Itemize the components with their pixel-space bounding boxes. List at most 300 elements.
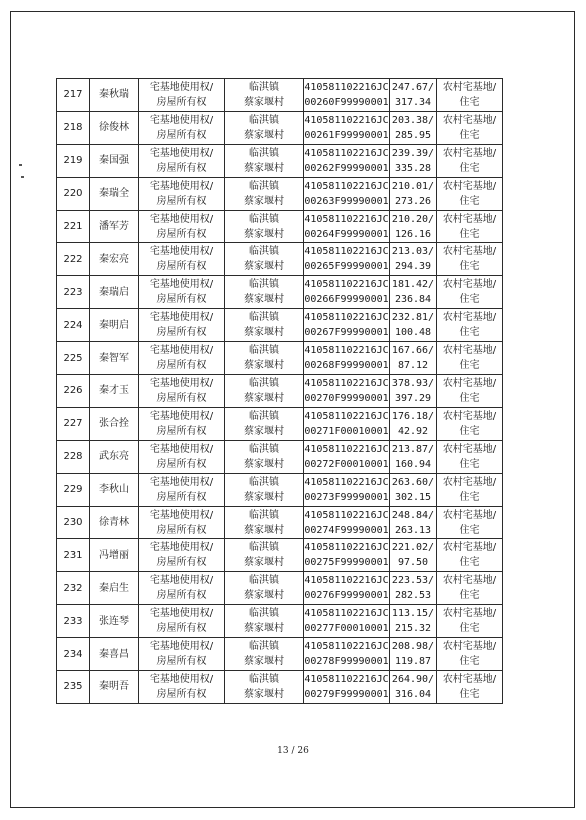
land-use-line: 住宅 [459, 261, 480, 273]
area-line: 282.53 [394, 590, 432, 602]
right-type-line: 房屋所有权 [156, 688, 207, 700]
area-cell [390, 111, 437, 144]
right-type-cell [139, 177, 225, 210]
location-line: 临淇镇 [249, 410, 279, 422]
location-cell [225, 342, 304, 375]
area-cell [390, 144, 437, 177]
parcel-code-line: 410581102216JC [304, 509, 389, 521]
area-line: 210.01/ [391, 180, 435, 192]
area-line: 210.20/ [391, 213, 435, 225]
area-cell [390, 671, 437, 704]
parcel-code-cell [304, 440, 390, 473]
location-line: 蔡家堰村 [244, 491, 284, 503]
owner-name-cell: 秦瑞全 [90, 177, 139, 210]
table-row [57, 440, 503, 473]
right-type-line: 宅基地使用权/ [149, 279, 214, 291]
parcel-code-line: 00260F99990001 [304, 96, 389, 108]
land-use-cell [437, 473, 503, 506]
area-line: 208.98/ [391, 641, 435, 653]
row-number-cell: 219 [57, 144, 90, 177]
land-use-cell [437, 111, 503, 144]
land-use-line: 农村宅基地/ [442, 246, 497, 258]
location-line: 蔡家堰村 [244, 360, 284, 372]
location-cell [225, 506, 304, 539]
parcel-code-line: 00261F99990001 [304, 129, 389, 141]
right-type-line: 房屋所有权 [156, 557, 207, 569]
row-number-cell: 232 [57, 572, 90, 605]
right-type-line: 宅基地使用权/ [149, 377, 214, 389]
area-line: 42.92 [397, 425, 429, 437]
right-type-cell [139, 473, 225, 506]
parcel-code-line: 00276F99990001 [304, 590, 389, 602]
right-type-line: 房屋所有权 [156, 425, 207, 437]
land-use-line: 住宅 [459, 458, 480, 470]
right-type-line: 房屋所有权 [156, 261, 207, 273]
location-line: 临淇镇 [249, 608, 279, 620]
area-line: 263.60/ [391, 476, 435, 488]
owner-name-cell: 张合拴 [90, 407, 139, 440]
parcel-code-line: 410581102216JC [304, 180, 389, 192]
row-number-cell: 217 [57, 79, 90, 112]
right-type-cell [139, 342, 225, 375]
parcel-code-line: 410581102216JC [304, 673, 389, 685]
location-line: 临淇镇 [249, 476, 279, 488]
parcel-code-line: 410581102216JC [304, 443, 389, 455]
land-use-line: 农村宅基地/ [442, 443, 497, 455]
area-line: 294.39 [394, 261, 432, 273]
table-row [57, 210, 503, 243]
table-row [57, 638, 503, 671]
area-cell [390, 605, 437, 638]
owner-name-cell: 秦明吾 [90, 671, 139, 704]
location-cell [225, 144, 304, 177]
location-cell [225, 243, 304, 276]
right-type-line: 房屋所有权 [156, 623, 207, 635]
right-type-line: 宅基地使用权/ [149, 410, 214, 422]
row-number-cell: 224 [57, 309, 90, 342]
location-cell [225, 79, 304, 112]
area-line: 213.03/ [391, 246, 435, 258]
location-line: 临淇镇 [249, 81, 279, 93]
area-line: 264.90/ [391, 673, 435, 685]
row-number-cell: 222 [57, 243, 90, 276]
area-line: 176.18/ [391, 410, 435, 422]
area-line: 232.81/ [391, 312, 435, 324]
row-number-cell: 229 [57, 473, 90, 506]
area-line: 87.12 [397, 360, 429, 372]
land-use-cell [437, 177, 503, 210]
land-use-cell [437, 572, 503, 605]
right-type-line: 房屋所有权 [156, 392, 207, 404]
parcel-code-cell [304, 572, 390, 605]
area-line: 113.15/ [391, 608, 435, 620]
location-cell [225, 210, 304, 243]
parcel-code-cell [304, 79, 390, 112]
parcel-code-line: 00279F99990001 [304, 688, 389, 700]
land-use-line: 住宅 [459, 195, 480, 207]
row-number-cell: 230 [57, 506, 90, 539]
land-use-line: 住宅 [459, 590, 480, 602]
parcel-code-line: 00278F99990001 [304, 656, 389, 668]
row-number-cell: 227 [57, 407, 90, 440]
area-cell [390, 309, 437, 342]
area-line: 213.87/ [391, 443, 435, 455]
right-type-cell [139, 79, 225, 112]
table-row [57, 243, 503, 276]
right-type-line: 宅基地使用权/ [149, 542, 214, 554]
location-cell [225, 111, 304, 144]
area-line: 119.87 [394, 656, 432, 668]
area-line: 203.38/ [391, 114, 435, 126]
right-type-line: 房屋所有权 [156, 360, 207, 372]
parcel-code-cell [304, 111, 390, 144]
location-line: 临淇镇 [249, 345, 279, 357]
right-type-line: 宅基地使用权/ [149, 213, 214, 225]
area-line: 160.94 [394, 458, 432, 470]
owner-name-cell: 李秋山 [90, 473, 139, 506]
location-line: 临淇镇 [249, 279, 279, 291]
land-use-line: 住宅 [459, 557, 480, 569]
land-use-line: 住宅 [459, 425, 480, 437]
land-use-line: 住宅 [459, 96, 480, 108]
location-cell [225, 375, 304, 408]
land-use-line: 住宅 [459, 162, 480, 174]
location-line: 临淇镇 [249, 213, 279, 225]
area-line: 248.84/ [391, 509, 435, 521]
table-row [57, 671, 503, 704]
owner-name-cell: 秦国强 [90, 144, 139, 177]
right-type-line: 宅基地使用权/ [149, 641, 214, 653]
table-row [57, 342, 503, 375]
area-line: 316.04 [394, 688, 432, 700]
location-line: 临淇镇 [249, 443, 279, 455]
right-type-line: 房屋所有权 [156, 524, 207, 536]
right-type-line: 房屋所有权 [156, 327, 207, 339]
table-row [57, 572, 503, 605]
land-use-line: 农村宅基地/ [442, 542, 497, 554]
land-use-line: 住宅 [459, 524, 480, 536]
row-number-cell: 228 [57, 440, 90, 473]
location-cell [225, 539, 304, 572]
location-line: 蔡家堰村 [244, 162, 284, 174]
parcel-code-cell [304, 177, 390, 210]
parcel-code-cell [304, 473, 390, 506]
right-type-line: 房屋所有权 [156, 294, 207, 306]
registration-table [56, 78, 503, 704]
right-type-line: 房屋所有权 [156, 590, 207, 602]
row-number-cell: 223 [57, 276, 90, 309]
area-line: 378.93/ [391, 377, 435, 389]
parcel-code-line: 410581102216JC [304, 476, 389, 488]
area-line: 223.53/ [391, 575, 435, 587]
land-use-line: 住宅 [459, 491, 480, 503]
right-type-cell [139, 111, 225, 144]
location-cell [225, 671, 304, 704]
location-line: 临淇镇 [249, 575, 279, 587]
location-line: 蔡家堰村 [244, 392, 284, 404]
parcel-code-line: 410581102216JC [304, 377, 389, 389]
area-cell [390, 473, 437, 506]
area-line: 126.16 [394, 228, 432, 240]
right-type-line: 宅基地使用权/ [149, 575, 214, 587]
right-type-line: 房屋所有权 [156, 656, 207, 668]
location-line: 蔡家堰村 [244, 458, 284, 470]
row-number-cell: 235 [57, 671, 90, 704]
land-use-line: 住宅 [459, 360, 480, 372]
owner-name-cell: 秦智军 [90, 342, 139, 375]
location-cell [225, 440, 304, 473]
parcel-code-line: 00268F99990001 [304, 360, 389, 372]
right-type-line: 宅基地使用权/ [149, 345, 214, 357]
right-type-line: 房屋所有权 [156, 162, 207, 174]
right-type-cell [139, 210, 225, 243]
right-type-cell [139, 243, 225, 276]
parcel-code-line: 410581102216JC [304, 641, 389, 653]
land-use-line: 农村宅基地/ [442, 641, 497, 653]
right-type-line: 宅基地使用权/ [149, 673, 214, 685]
land-use-line: 住宅 [459, 392, 480, 404]
land-use-line: 住宅 [459, 656, 480, 668]
parcel-code-line: 00270F99990001 [304, 392, 389, 404]
land-use-line: 农村宅基地/ [442, 114, 497, 126]
row-number-cell: 233 [57, 605, 90, 638]
location-line: 临淇镇 [249, 180, 279, 192]
table-row [57, 375, 503, 408]
land-use-line: 住宅 [459, 129, 480, 141]
location-cell [225, 407, 304, 440]
table-row [57, 111, 503, 144]
parcel-code-cell [304, 342, 390, 375]
parcel-code-cell [304, 539, 390, 572]
parcel-code-line: 410581102216JC [304, 575, 389, 587]
row-number-cell: 234 [57, 638, 90, 671]
owner-name-cell: 秦秋瑞 [90, 79, 139, 112]
scan-speck [21, 176, 24, 178]
right-type-line: 宅基地使用权/ [149, 443, 214, 455]
right-type-line: 宅基地使用权/ [149, 81, 214, 93]
right-type-cell [139, 309, 225, 342]
table-row [57, 309, 503, 342]
location-cell [225, 309, 304, 342]
right-type-cell [139, 440, 225, 473]
right-type-line: 房屋所有权 [156, 96, 207, 108]
parcel-code-cell [304, 375, 390, 408]
right-type-cell [139, 572, 225, 605]
row-number-cell: 225 [57, 342, 90, 375]
land-use-line: 农村宅基地/ [442, 673, 497, 685]
parcel-code-line: 410581102216JC [304, 608, 389, 620]
land-use-line: 农村宅基地/ [442, 279, 497, 291]
right-type-line: 宅基地使用权/ [149, 180, 214, 192]
area-cell [390, 342, 437, 375]
area-line: 302.15 [394, 491, 432, 503]
right-type-cell [139, 605, 225, 638]
location-line: 蔡家堰村 [244, 294, 284, 306]
right-type-cell [139, 671, 225, 704]
area-cell [390, 375, 437, 408]
table-row [57, 276, 503, 309]
location-cell [225, 638, 304, 671]
location-line: 蔡家堰村 [244, 195, 284, 207]
parcel-code-line: 00275F99990001 [304, 557, 389, 569]
registration-table-body [57, 79, 503, 704]
parcel-code-cell [304, 506, 390, 539]
parcel-code-line: 410581102216JC [304, 81, 389, 93]
location-line: 蔡家堰村 [244, 425, 284, 437]
parcel-code-cell [304, 605, 390, 638]
land-use-line: 农村宅基地/ [442, 377, 497, 389]
location-line: 蔡家堰村 [244, 524, 284, 536]
location-line: 蔡家堰村 [244, 590, 284, 602]
owner-name-cell: 冯增丽 [90, 539, 139, 572]
land-use-line: 农村宅基地/ [442, 410, 497, 422]
parcel-code-line: 410581102216JC [304, 410, 389, 422]
right-type-line: 房屋所有权 [156, 228, 207, 240]
area-cell [390, 243, 437, 276]
area-line: 335.28 [394, 162, 432, 174]
area-cell [390, 506, 437, 539]
land-use-line: 农村宅基地/ [442, 180, 497, 192]
owner-name-cell: 秦宏亮 [90, 243, 139, 276]
land-use-line: 农村宅基地/ [442, 575, 497, 587]
area-line: 236.84 [394, 294, 432, 306]
owner-name-cell: 徐俊林 [90, 111, 139, 144]
table-row [57, 144, 503, 177]
land-use-line: 农村宅基地/ [442, 608, 497, 620]
table-row [57, 177, 503, 210]
parcel-code-cell [304, 243, 390, 276]
area-cell [390, 79, 437, 112]
right-type-line: 宅基地使用权/ [149, 114, 214, 126]
parcel-code-line: 00273F99990001 [304, 491, 389, 503]
location-line: 蔡家堰村 [244, 261, 284, 273]
owner-name-cell: 秦瑞启 [90, 276, 139, 309]
location-line: 蔡家堰村 [244, 623, 284, 635]
area-cell [390, 440, 437, 473]
land-use-cell [437, 342, 503, 375]
land-use-line: 农村宅基地/ [442, 312, 497, 324]
right-type-cell [139, 375, 225, 408]
location-line: 蔡家堰村 [244, 129, 284, 141]
right-type-line: 宅基地使用权/ [149, 476, 214, 488]
parcel-code-line: 410581102216JC [304, 114, 389, 126]
owner-name-cell: 秦喜昌 [90, 638, 139, 671]
row-number-cell: 218 [57, 111, 90, 144]
table-row [57, 605, 503, 638]
area-cell [390, 210, 437, 243]
parcel-code-cell [304, 309, 390, 342]
location-line: 蔡家堰村 [244, 96, 284, 108]
right-type-line: 房屋所有权 [156, 129, 207, 141]
location-line: 临淇镇 [249, 641, 279, 653]
right-type-line: 宅基地使用权/ [149, 246, 214, 258]
owner-name-cell: 秦才玉 [90, 375, 139, 408]
location-cell [225, 177, 304, 210]
area-cell [390, 407, 437, 440]
parcel-code-line: 00271F00010001 [304, 425, 389, 437]
parcel-code-cell [304, 276, 390, 309]
parcel-code-line: 410581102216JC [304, 147, 389, 159]
row-number-cell: 221 [57, 210, 90, 243]
parcel-code-line: 00272F00010001 [304, 458, 389, 470]
location-cell [225, 473, 304, 506]
area-line: 167.66/ [391, 345, 435, 357]
land-use-line: 住宅 [459, 228, 480, 240]
parcel-code-line: 00277F00010001 [304, 623, 389, 635]
location-line: 蔡家堰村 [244, 688, 284, 700]
parcel-code-cell [304, 407, 390, 440]
area-line: 317.34 [394, 96, 432, 108]
land-use-cell [437, 605, 503, 638]
land-use-cell [437, 309, 503, 342]
area-line: 221.02/ [391, 542, 435, 554]
area-line: 263.13 [394, 524, 432, 536]
parcel-code-line: 410581102216JC [304, 279, 389, 291]
location-cell [225, 276, 304, 309]
land-use-cell [437, 375, 503, 408]
land-use-line: 农村宅基地/ [442, 345, 497, 357]
area-cell [390, 539, 437, 572]
right-type-line: 宅基地使用权/ [149, 312, 214, 324]
parcel-code-line: 00265F99990001 [304, 261, 389, 273]
area-cell [390, 572, 437, 605]
location-line: 临淇镇 [249, 542, 279, 554]
right-type-cell [139, 506, 225, 539]
land-use-cell [437, 79, 503, 112]
location-line: 临淇镇 [249, 114, 279, 126]
land-use-line: 农村宅基地/ [442, 213, 497, 225]
area-line: 181.42/ [391, 279, 435, 291]
location-line: 临淇镇 [249, 147, 279, 159]
table-row [57, 407, 503, 440]
parcel-code-line: 00263F99990001 [304, 195, 389, 207]
right-type-cell [139, 539, 225, 572]
right-type-line: 宅基地使用权/ [149, 509, 214, 521]
parcel-code-line: 00266F99990001 [304, 294, 389, 306]
parcel-code-cell [304, 671, 390, 704]
table-row [57, 79, 503, 112]
location-line: 蔡家堰村 [244, 327, 284, 339]
location-cell [225, 572, 304, 605]
land-use-line: 农村宅基地/ [442, 81, 497, 93]
location-line: 蔡家堰村 [244, 228, 284, 240]
parcel-code-line: 00264F99990001 [304, 228, 389, 240]
parcel-code-line: 410581102216JC [304, 542, 389, 554]
table-row [57, 473, 503, 506]
area-line: 215.32 [394, 623, 432, 635]
right-type-line: 宅基地使用权/ [149, 608, 214, 620]
owner-name-cell: 武东亮 [90, 440, 139, 473]
right-type-line: 房屋所有权 [156, 458, 207, 470]
land-use-line: 农村宅基地/ [442, 147, 497, 159]
page-number: 13 / 26 [277, 746, 309, 756]
land-use-line: 农村宅基地/ [442, 509, 497, 521]
row-number-cell: 226 [57, 375, 90, 408]
land-use-line: 住宅 [459, 294, 480, 306]
land-use-cell [437, 638, 503, 671]
area-line: 100.48 [394, 327, 432, 339]
land-use-line: 住宅 [459, 623, 480, 635]
table-row [57, 506, 503, 539]
owner-name-cell: 秦启生 [90, 572, 139, 605]
area-line: 397.29 [394, 392, 432, 404]
owner-name-cell: 徐青林 [90, 506, 139, 539]
right-type-line: 房屋所有权 [156, 491, 207, 503]
parcel-code-line: 410581102216JC [304, 246, 389, 258]
area-line: 285.95 [394, 129, 432, 141]
location-line: 蔡家堰村 [244, 557, 284, 569]
area-line: 273.26 [394, 195, 432, 207]
